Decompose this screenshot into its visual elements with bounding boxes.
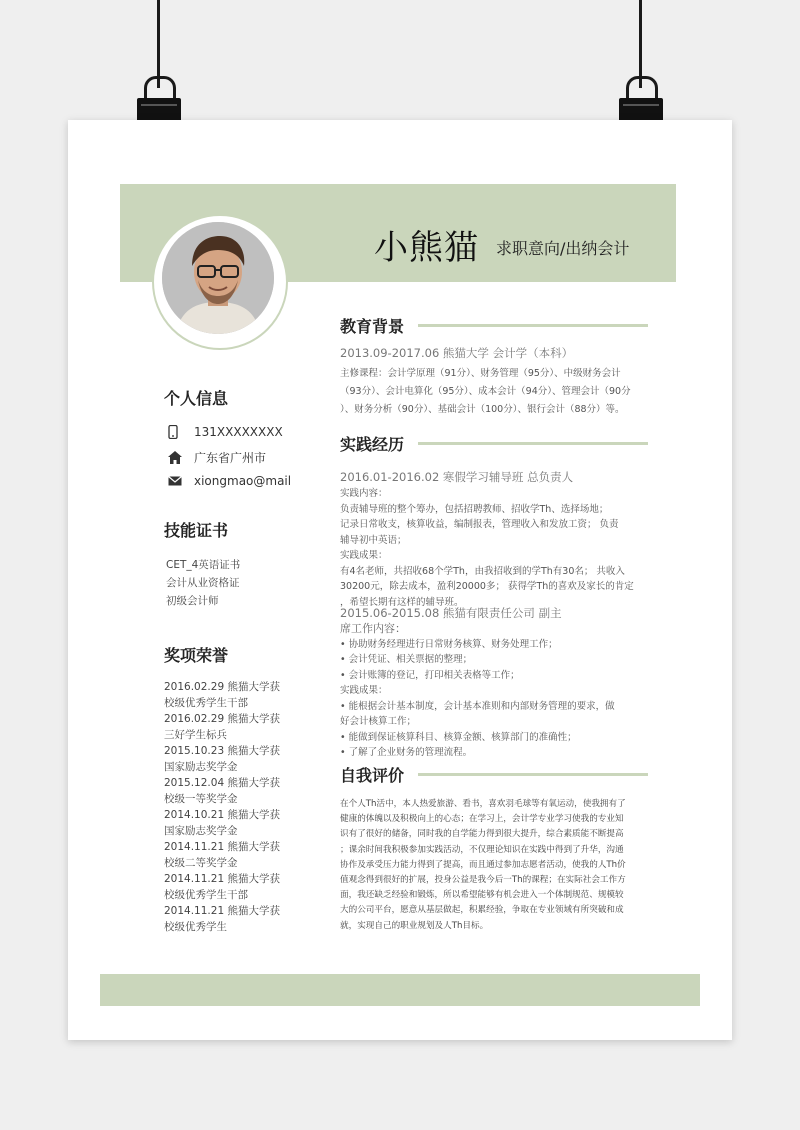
job2-line: 实践成果： xyxy=(340,685,388,696)
skill-item: 会计从业资格证 xyxy=(166,577,240,589)
award-line: 2014.11.21 熊猫大学获 xyxy=(164,905,280,917)
award-line: 2014.11.21 熊猫大学获 xyxy=(164,841,280,853)
self-eval-heading: 自我评价 xyxy=(340,766,405,785)
skill-item: 初级会计师 xyxy=(166,595,219,607)
phone-icon xyxy=(168,425,194,439)
award-line: 2016.02.29 熊猫大学获 xyxy=(164,713,280,725)
award-line: 国家励志奖学金 xyxy=(164,761,238,773)
practice-job2 xyxy=(340,605,640,761)
education-section-header xyxy=(340,314,418,337)
education-heading: 教育背景 xyxy=(340,317,405,336)
job2-line: • 了解了企业财务的管理流程。 xyxy=(340,747,473,758)
job2-details xyxy=(340,621,640,761)
section-divider xyxy=(418,773,648,776)
job1-line: 30200元，除去成本，盈利20000多； 获得学Th的喜欢及家长的肯定 xyxy=(340,581,634,592)
job1-line: 记录日常收支，核算收益，编制报表，管理收入和发放工资； 负责 xyxy=(340,519,619,530)
mail-icon xyxy=(168,474,194,488)
award-line: 校级一等奖学金 xyxy=(164,793,238,805)
section-divider xyxy=(418,442,648,445)
job2-headline: 2015.06-2015.08 熊猫有限责任公司 副主 xyxy=(340,606,562,620)
self-eval-text xyxy=(340,797,640,934)
self-eval-line: ；课余时间我积极参加实践活动，不仅理论知识在实践中得到了升华，沟通 xyxy=(340,844,624,855)
personal-info-heading: 个人信息 xyxy=(164,389,229,408)
self-eval-line: 值观念得到很好的扩展，投身公益是我今后一Th的课程；在实际社会工作方 xyxy=(340,875,626,886)
award-line: 国家励志奖学金 xyxy=(164,825,238,837)
skill-item: CET_4英语证书 xyxy=(166,559,241,571)
education-block xyxy=(340,345,640,419)
award-line: 2015.12.04 熊猫大学获 xyxy=(164,777,280,789)
avatar xyxy=(162,222,274,334)
job2-line: • 会计凭证、相关票据的整理； xyxy=(340,654,473,665)
award-line: 2014.10.21 熊猫大学获 xyxy=(164,809,280,821)
education-headline: 2013.09-2017.06 熊猫大学 会计学（本科） xyxy=(340,346,574,360)
email-row xyxy=(168,474,291,488)
phone-text: 131XXXXXXXX xyxy=(194,425,283,439)
practice-job1 xyxy=(340,469,640,610)
self-eval-line: 健康的体魄以及积极向上的心态；在学习上，会计学专业学习使我的专业知 xyxy=(340,814,624,825)
self-eval-line: 面，我还缺乏经验和锻炼，所以希望能够有机会进入一个体制规范、规模较 xyxy=(340,890,624,901)
award-line: 校级优秀学生干部 xyxy=(164,889,248,901)
email-text: xiongmao@mail xyxy=(194,474,292,488)
course-line: ）、财务分析（90分）、基础会计（100分）、银行会计（88分）等。 xyxy=(340,404,625,415)
job1-headline: 2016.01-2016.02 寒假学习辅导班 总负责人 xyxy=(340,470,574,484)
binder-clip-left xyxy=(134,0,184,140)
practice-section-header xyxy=(340,432,418,455)
job2-line: • 能根据会计基本制度，会计基本准则和内部财务管理的要求，做 xyxy=(340,700,615,712)
awards-heading: 奖项荣誉 xyxy=(164,646,229,665)
job2-line: 好会计核算工作； xyxy=(340,716,417,727)
course-line: （93分）、会计电算化（95分）、成本会计（94分）、管理会计（90分 xyxy=(340,386,631,397)
award-line: 三好学生标兵 xyxy=(164,729,227,741)
location-row xyxy=(168,449,266,466)
binder-clip-right xyxy=(616,0,666,140)
location-text: 广东省广州市 xyxy=(194,451,267,465)
education-courses xyxy=(340,365,640,419)
award-line: 校级二等奖学金 xyxy=(164,857,238,869)
award-line: 2016.02.29 熊猫大学获 xyxy=(164,681,280,693)
job1-details xyxy=(340,486,640,610)
job1-line: ，希望长期有这样的辅导班。 xyxy=(340,596,464,608)
job2-line: • 能做到保证核算科目、核算金额、核算部门的准确性； xyxy=(340,731,577,743)
self-eval-line: 协作及承受压力能力得到了提高，而且通过参加志愿者活动，使我的人Th价 xyxy=(340,859,626,870)
skills-heading: 技能证书 xyxy=(164,521,229,540)
self-eval-line: 在个人Th活中，本人热爱旅游、看书，喜欢羽毛球等有氧运动，使我拥有了 xyxy=(340,799,626,809)
self-eval-line: 大的公司平台，愿意从基层做起，积累经验，争取在专业领域有所突破和成 xyxy=(340,905,624,916)
job2-line: • 协助财务经理进行日常财务核算、财务处理工作； xyxy=(340,638,558,650)
phone-row xyxy=(168,425,283,439)
job2-line: 席工作内容： xyxy=(340,622,406,635)
job1-line: 负责辅导班的整个筹办，包括招聘教师、招收学Th、选择场地； xyxy=(340,503,609,515)
skills-list xyxy=(166,556,240,610)
candidate-name: 小熊猫 xyxy=(374,228,479,268)
award-line: 2014.11.21 熊猫大学获 xyxy=(164,873,280,885)
job-intent: 求职意向/出纳会计 xyxy=(496,239,630,258)
job1-line: 实践成果： xyxy=(340,550,388,561)
award-line: 校级优秀学生 xyxy=(164,921,227,933)
self-eval-section-header xyxy=(340,763,418,786)
self-eval-line: 识有了很好的储备，同时我的自学能力得到很大提升，综合素质能不断提高 xyxy=(340,829,624,840)
job1-line: 有4名老师，共招收68个学Th，由我招收到的学Th有30名； 共收入 xyxy=(340,565,625,577)
job1-line: 实践内容： xyxy=(340,488,388,499)
course-line: 主修课程：会计学原理（91分）、财务管理（95分）、中级财务会计 xyxy=(340,368,621,379)
section-divider xyxy=(418,324,648,327)
footer-band xyxy=(100,974,700,1006)
practice-heading: 实践经历 xyxy=(340,435,405,454)
home-icon xyxy=(168,451,194,465)
award-line: 2015.10.23 熊猫大学获 xyxy=(164,745,280,757)
self-eval-line: 就，实现自己的职业规划及人Th目标。 xyxy=(340,920,489,931)
awards-list xyxy=(164,679,280,935)
award-line: 校级优秀学生干部 xyxy=(164,697,248,709)
job1-line: 辅导初中英语； xyxy=(340,534,407,546)
job2-line: • 会计账簿的登记，打印相关表格等工作； xyxy=(340,669,520,681)
